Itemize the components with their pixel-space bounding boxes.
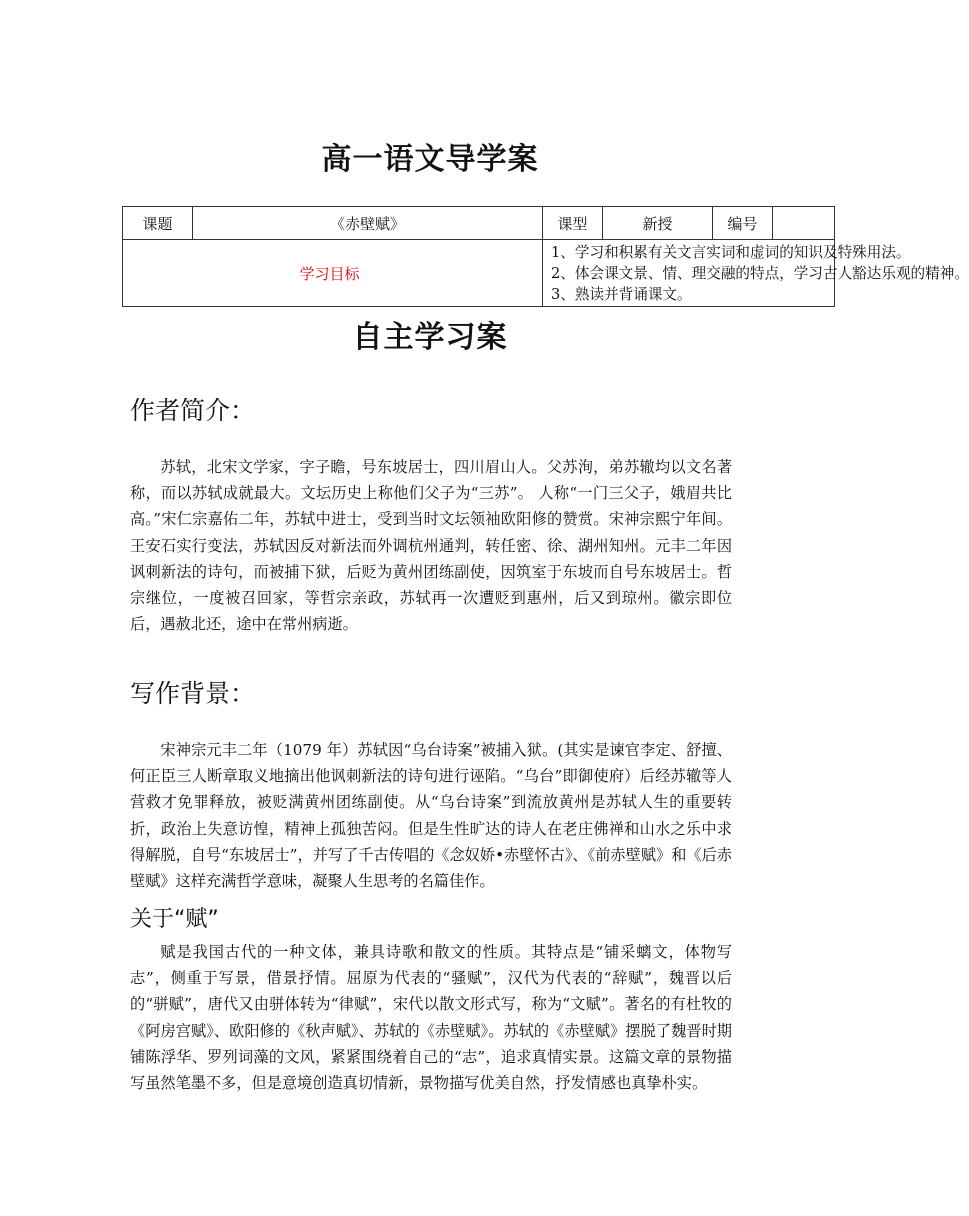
number-label: 编号 xyxy=(713,207,773,240)
goals-list xyxy=(543,240,969,307)
section-subtitle: 自主学习案 xyxy=(352,320,508,355)
goals-label xyxy=(123,240,543,307)
number-value xyxy=(773,207,835,240)
course-info-table xyxy=(122,206,969,307)
background-heading: 写作背景： xyxy=(130,679,256,708)
topic-label: 课题 xyxy=(123,207,193,240)
author-paragraph: 苏轼，北宋文学家，字子瞻，号东坡居士，四川眉山人。父苏洵，弟苏辙均以文名著称，而以苏轼成就最大。文坛历史上称他们父子为“三苏”。 人称“一门三父子，娥眉共比高。”宋仁宗嘉佑二年，苏轼中进士，受到当时文坛领袖欧阳修的赞赏。宋神宗熙宁年间。王安石实行变法，苏轼因反对新法而外调杭州通判，转任密、徐、湖州知州。元丰二年因讽刺新法的诗句，而被捕下狱，后贬为黄州团练副使，因筑室于东坡而自号东坡居士。哲宗继位，一度被召回家，等哲宗亲政，苏轼再一次遭贬到惠州，后又到琼州。徽宗即位后，遇赦北还，途中在常州病逝。 xyxy=(130,458,732,634)
page-title: 高一语文导学案 xyxy=(321,142,539,177)
goal-item: 3、熟读并背诵课文。 xyxy=(551,285,692,303)
author-heading: 作者简介： xyxy=(130,396,256,425)
goal-item: 2、体会课文景、情、理交融的特点，学习古人豁达乐观的精神。 xyxy=(551,264,969,282)
type-label: 课型 xyxy=(543,207,603,240)
goals-label-text: 学习目标 xyxy=(299,264,360,283)
topic-value: 《赤壁赋》 xyxy=(193,207,543,240)
goal-item: 1、学习和积累有关文言实词和虚词的知识及特殊用法。 xyxy=(551,243,911,261)
type-value: 新授 xyxy=(603,207,713,240)
fu-heading: 关于“赋” xyxy=(130,907,219,932)
background-paragraph: 宋神宗元丰二年（1079 年）苏轼因“乌台诗案”被捕入狱。(其实是谏官李定、舒擅、何正臣三人断章取义地摘出他讽刺新法的诗句进行诬陷。“乌台”即御使府）后经苏辙等人营救才免罪释放，被贬满黄州团练副使。从“乌台诗案”到流放黄州是苏轼人生的重要转折，政治上失意访惶，精神上孤独苦闷。但是生性旷达的诗人在老庄佛禅和山水之乐中求得解脱，自号“东坡居士”，并写了千古传唱的《念奴娇•赤壁怀古》、《前赤壁赋》和《后赤壁赋》这样充满哲学意味，凝聚人生思考的名篇佳作。 xyxy=(130,741,732,891)
fu-paragraph: 赋是我国古代的一种文体，兼具诗歌和散文的性质。其特点是“铺采螭文，体物写志”，侧重于写景，借景抒情。屈原为代表的“骚赋”，汉代为代表的“辞赋”，魏晋以后的“骈赋”，唐代又由骈体转为“律赋”，宋代以散文形式写，称为“文赋”。著名的有杜牧的《阿房宫赋》、欧阳修的《秋声赋》、苏轼的《赤壁赋》。苏轼的《赤壁赋》摆脱了魏晋时期铺陈浮华、罗列词藻的文风，紧紧围绕着自己的“志”，追求真情实景。这篇文章的景物描写虽然笔墨不多，但是意境创造真切情新，景物描写优美自然，抒发情感也真挚朴实。 xyxy=(130,943,732,1093)
